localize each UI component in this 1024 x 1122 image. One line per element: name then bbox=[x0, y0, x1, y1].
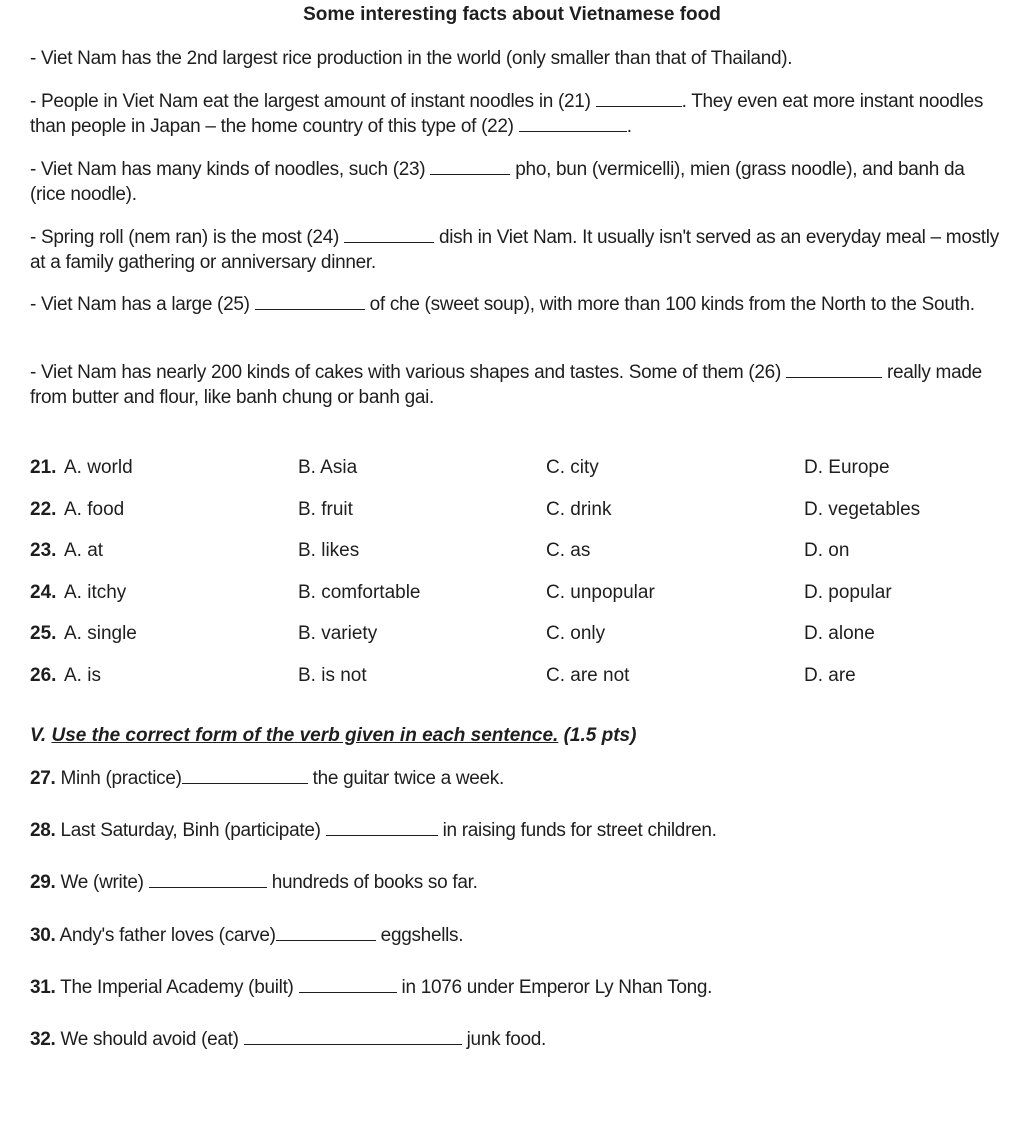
answer-blank-29[interactable] bbox=[149, 886, 267, 888]
exercise-item bbox=[30, 1029, 1002, 1051]
answer-blank-23[interactable] bbox=[430, 173, 510, 175]
option-b[interactable]: B. variety bbox=[298, 623, 378, 644]
option-d[interactable]: D. vegetables bbox=[804, 498, 921, 520]
passage-paragraph-2 bbox=[30, 89, 1002, 139]
option-d[interactable]: D. alone bbox=[804, 623, 875, 644]
exercise-continuation: in raising funds for street children. bbox=[442, 820, 717, 841]
option-a[interactable]: A. single bbox=[64, 623, 137, 644]
passage-paragraph-3 bbox=[30, 157, 1002, 207]
section-points: (1.5 pts) bbox=[563, 725, 637, 746]
answer-blank-31[interactable] bbox=[299, 991, 397, 993]
exercise-continuation: junk food. bbox=[466, 1029, 547, 1050]
passage-text: . bbox=[626, 116, 632, 137]
passage-paragraph-6 bbox=[30, 360, 1002, 410]
section-number: V. bbox=[30, 725, 47, 746]
option-b[interactable]: B. likes bbox=[298, 540, 360, 561]
passage-text: . They even eat more instant noodles than people in Japan – the home country of this type of (22) bbox=[30, 91, 984, 137]
question-row bbox=[30, 665, 1002, 707]
option-d[interactable]: D. are bbox=[804, 664, 856, 686]
exercise-prompt: The Imperial Academy (built) bbox=[60, 977, 294, 998]
answer-blank-21[interactable] bbox=[596, 105, 682, 107]
exercise-prompt: Minh (practice) bbox=[60, 768, 182, 789]
passage-text: of che (sweet soup), with more than 100 kinds from the North to the South. bbox=[369, 294, 975, 315]
exercise-continuation: hundreds of books so far. bbox=[271, 872, 478, 893]
exercise-item bbox=[30, 925, 1002, 947]
exercise-continuation: in 1076 under Emperor Ly Nhan Tong. bbox=[401, 977, 713, 998]
exercise-continuation: eggshells. bbox=[380, 925, 464, 946]
question-row bbox=[30, 499, 1002, 541]
option-c[interactable]: C. only bbox=[546, 623, 606, 644]
option-d[interactable]: D. on bbox=[804, 540, 850, 561]
multiple-choice-options bbox=[30, 457, 1002, 706]
exercise-prompt: We should avoid (eat) bbox=[60, 1029, 239, 1050]
exercise-item bbox=[30, 820, 1002, 842]
option-b[interactable]: B. Asia bbox=[298, 457, 358, 478]
answer-blank-26[interactable] bbox=[786, 376, 882, 378]
question-number: 23. bbox=[30, 540, 57, 561]
answer-blank-27[interactable] bbox=[182, 782, 308, 784]
option-a[interactable]: A. food bbox=[64, 498, 125, 520]
exercise-item bbox=[30, 977, 1002, 999]
option-c[interactable]: C. unpopular bbox=[546, 581, 655, 603]
option-d[interactable]: D. Europe bbox=[804, 457, 890, 478]
passage-text: dish in Viet Nam. It usually isn't served as an everyday meal – mostly at a family gathering or anniversary dinner. bbox=[30, 227, 999, 273]
exercise-number: 27. bbox=[30, 768, 56, 789]
question-row bbox=[30, 540, 1002, 582]
question-number: 26. bbox=[30, 664, 57, 686]
question-number: 22. bbox=[30, 498, 57, 520]
exercise-number: 29. bbox=[30, 872, 56, 893]
exercise-continuation: the guitar twice a week. bbox=[312, 768, 504, 789]
option-c[interactable]: C. as bbox=[546, 540, 591, 561]
passage-text: - People in Viet Nam eat the largest amount of instant noodles in (21) bbox=[30, 91, 591, 112]
exercise-number: 32. bbox=[30, 1029, 56, 1050]
option-c[interactable]: C. drink bbox=[546, 498, 612, 520]
option-a[interactable]: A. is bbox=[64, 664, 101, 686]
question-row bbox=[30, 457, 1002, 499]
question-number: 24. bbox=[30, 581, 57, 603]
exercise-item bbox=[30, 768, 1002, 790]
passage-text: - Viet Nam has the 2nd largest rice production in the world (only smaller than that of Thailand). bbox=[30, 48, 793, 69]
exercise-prompt: Last Saturday, Binh (participate) bbox=[60, 820, 321, 841]
option-b[interactable]: B. is not bbox=[298, 664, 367, 686]
answer-blank-30[interactable] bbox=[276, 939, 376, 941]
answer-blank-25[interactable] bbox=[255, 308, 365, 310]
exercise-prompt: Andy's father loves (carve) bbox=[59, 925, 276, 946]
question-row bbox=[30, 582, 1002, 624]
option-c[interactable]: C. city bbox=[546, 457, 599, 478]
section-instruction: Use the correct form of the verb given in each sentence. bbox=[51, 725, 559, 746]
page-title: Some interesting facts about Vietnamese food bbox=[303, 4, 721, 25]
answer-blank-22[interactable] bbox=[519, 130, 627, 132]
answer-blank-28[interactable] bbox=[326, 834, 438, 836]
passage-paragraph-4 bbox=[30, 225, 1002, 275]
passage-text: - Spring roll (nem ran) is the most (24) bbox=[30, 227, 339, 248]
passage-paragraph-1 bbox=[30, 46, 1002, 71]
exercise-number: 31. bbox=[30, 977, 56, 998]
section-heading bbox=[30, 725, 636, 747]
exercise-item bbox=[30, 872, 1002, 894]
option-a[interactable]: A. itchy bbox=[64, 581, 127, 603]
exercise-number: 28. bbox=[30, 820, 56, 841]
passage-text: - Viet Nam has a large (25) bbox=[30, 294, 250, 315]
option-a[interactable]: A. at bbox=[64, 540, 104, 561]
passage-text: really made from butter and flour, like banh chung or banh gai. bbox=[30, 362, 982, 408]
option-d[interactable]: D. popular bbox=[804, 581, 892, 603]
passage-text: - Viet Nam has nearly 200 kinds of cakes with various shapes and tastes. Some of them (26) bbox=[30, 362, 781, 383]
passage-text: - Viet Nam has many kinds of noodles, such (23) bbox=[30, 159, 426, 180]
option-b[interactable]: B. comfortable bbox=[298, 581, 421, 603]
option-c[interactable]: C. are not bbox=[546, 664, 630, 686]
question-number: 21. bbox=[30, 457, 57, 478]
answer-blank-32[interactable] bbox=[244, 1043, 462, 1045]
option-b[interactable]: B. fruit bbox=[298, 498, 353, 520]
answer-blank-24[interactable] bbox=[344, 241, 434, 243]
passage-paragraph-5 bbox=[30, 292, 1002, 317]
exercise-number: 30. bbox=[30, 925, 56, 946]
passage-text: pho, bun (vermicelli), mien (grass noodle), and banh da (rice noodle). bbox=[30, 159, 965, 205]
exercise-prompt: We (write) bbox=[60, 872, 144, 893]
question-row bbox=[30, 623, 1002, 665]
option-a[interactable]: A. world bbox=[64, 457, 133, 478]
question-number: 25. bbox=[30, 623, 57, 644]
